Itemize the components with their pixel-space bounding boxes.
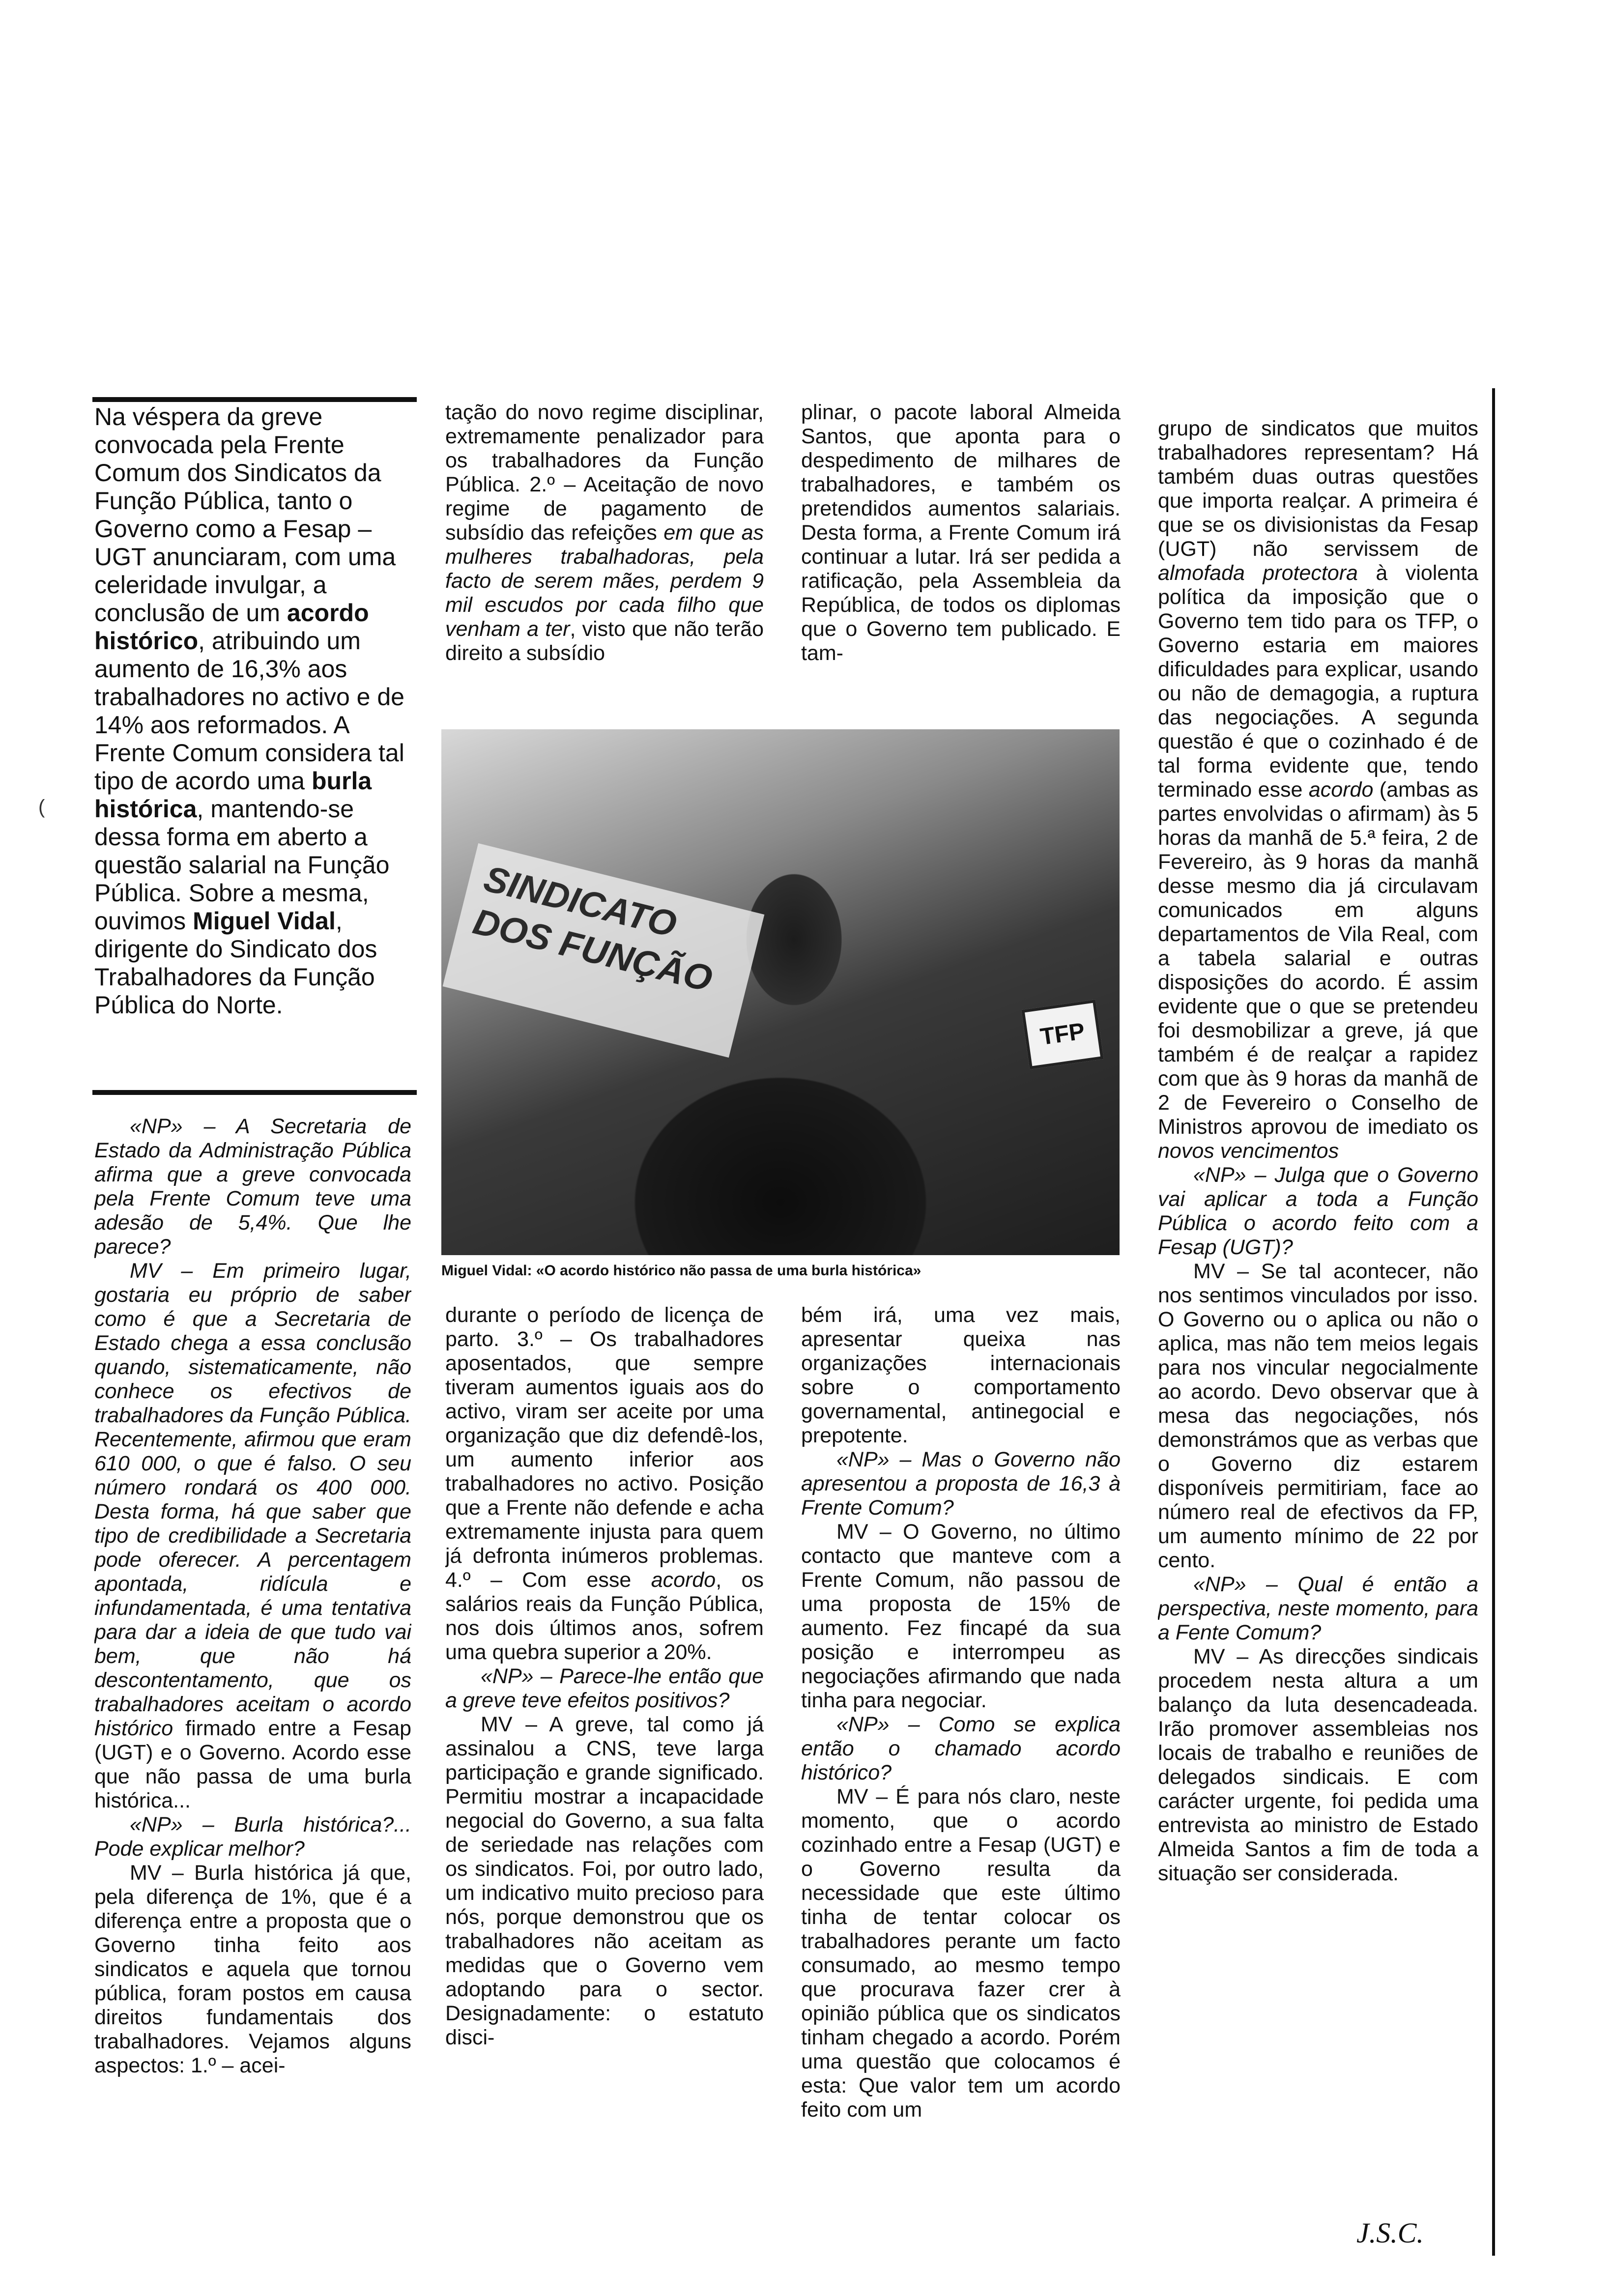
col3-answer-2: MV – É para nós claro, neste momento, que o acordo cozinhado entre a Fesap (UGT) e o Governo resulta da necessidade que este último tinha de tentar colocar os trabalhadores perante um facto consumado, ao mesmo tempo que procurava fazer crer à opinião pública que os sindicatos tinham chegado a acordo. Porém uma questão que colocamos é esta: Que valor tem um acordo feito com um — [801, 1785, 1121, 2122]
photo-tag: TFP — [1021, 1000, 1104, 1069]
column-2-bottom — [445, 1303, 764, 2227]
lead-bold-name: Miguel Vidal — [193, 907, 336, 935]
col1-answer-1-italic: MV – Em primeiro lugar, gostaria eu próprio de saber como é que a Secretaria de Estado chega a essa conclusão quando, sistematicamente, não conhece os efectivos de trabalhadores da Função Pública. Recentemente, afirmou que eram 610 000, o que é falso. O seu número rondará os 400 000. Desta forma, há que saber que tipo de credibilidade a Secretaria pode oferecer. A percentagem apontada, ridícula e infundamentada, é uma tentativa para dar a ideia de que tudo vai bem, que não há descontentamento, que os trabalhadores aceitam o acordo histórico — [94, 1259, 411, 1740]
interview-photo — [441, 729, 1120, 1255]
col3-bottom-paragraph: bém irá, uma vez mais, apresentar queixa nas organizações internacionais sobre o comportamento governamental, antinegocial e prepotente. — [801, 1303, 1121, 1447]
column-1 — [94, 1115, 411, 2225]
col2-bottom-text-2: , os salários reais da Função Pública, nos dois últimos anos, sofrem uma quebra superior a 20%. — [445, 1568, 764, 1664]
col2-bottom-italic: acordo — [651, 1568, 716, 1592]
lead-text-1: Na véspera da greve convocada pela Frente Comum dos Sindicatos da Função Pública, tanto o Governo como a Fesap – UGT anunciaram, com uma celeridade invulgar, a conclusão de um — [94, 403, 396, 627]
lead-bold-acordo: acordo histórico — [94, 599, 369, 655]
col1-question-2: «NP» – Burla histórica?... Pode explicar melhor? — [94, 1813, 411, 1861]
col4-italic-1: almofada protectora — [1158, 561, 1358, 585]
col1-answer-2: MV – Burla histórica já que, pela diferença de 1%, que é a diferença entre a proposta que o Governo tinha feito aos sindicatos e aquela que tornou pública, foram postos em causa direitos fundamentais dos trabalhadores. Vejamos alguns aspectos: 1.º – acei- — [94, 1861, 411, 2077]
col2-top-italic: em que as mulheres trabalhadoras, pela facto de serem mães, perdem 9 mil escudos por cada filho que venham a ter — [445, 521, 764, 641]
col1-answer-1-roman: firmado entre a Fesap (UGT) e o Governo. Acordo esse que não passa de uma burla histórica... — [94, 1717, 411, 1812]
lead-bottom-rule — [92, 1090, 417, 1095]
col4-paragraph-1 — [1158, 417, 1478, 1163]
author-signature: J.S.C. — [1356, 2217, 1424, 2249]
col1-answer-1 — [94, 1259, 411, 1813]
col3-question-2: «NP» – Como se explica então o chamado acordo histórico? — [801, 1713, 1121, 1784]
lead-text-4: , dirigente do Sindicato dos Trabalhadores da Função Pública do Norte. — [94, 907, 377, 1019]
col1-question-1: «NP» – A Secretaria de Estado da Administração Pública afirma que a greve convocada pela Frente Comum teve uma adesão de 5,4%. Que lhe parece? — [94, 1115, 411, 1259]
photo-caption: Miguel Vidal: «O acordo histórico não passa de uma burla histórica» — [441, 1263, 921, 1279]
column-3-bottom — [801, 1303, 1121, 2227]
margin-mark-left: ( — [38, 796, 45, 818]
column-3-top — [801, 401, 1121, 720]
photo-banner: SINDICATO DOS FUNÇÃO — [443, 843, 765, 1058]
right-vertical-rule — [1492, 388, 1495, 2256]
column-2-top — [445, 401, 764, 720]
column-4 — [1158, 417, 1478, 2215]
col2-top-paragraph — [445, 401, 764, 665]
col4-question-2: «NP» – Qual é então a perspectiva, neste momento, para a Fente Comum? — [1158, 1573, 1478, 1644]
lead-paragraph — [94, 403, 414, 1081]
col4-text-2: à violenta política da imposição que o Governo tem tido para os TFP, o Governo estaria em maiores dificuldades para explicar, usando ou não de demagogia, a ruptura das negociações. A segunda questão é que o cozinhado é de tal forma evidente que, tendo terminado esse — [1158, 561, 1478, 802]
col3-answer-1: MV – O Governo, no último contacto que manteve com a Frente Comum, não passou de uma proposta de 15% de aumento. Fez fincapé da sua posição e interrompeu as negociações afirmando que nada tinha para negociar. — [801, 1520, 1121, 1712]
lead-text-3: , mantendo-se dessa forma em aberto a questão salarial na Função Pública. Sobre a mesma, ouvimos — [94, 795, 390, 935]
col2-bottom-paragraph — [445, 1303, 764, 1665]
lead-bold-burla: burla histórica — [94, 767, 372, 823]
col4-text-1: grupo de sindicatos que muitos trabalhadores representam? Há também duas outras questões que importa realçar. A primeira é que se os divisionistas da Fesap (UGT) não servissem de — [1158, 417, 1478, 561]
col2-top-text-1: tação do novo regime disciplinar, extremamente penalizador para os trabalhadores da Função Pública. 2.º – Aceitação de novo regime de pagamento de subsídio das refeições — [445, 401, 764, 545]
lead-text-2: , atribuindo um aumento de 16,3% aos trabalhadores no activo e de 14% aos reformados. A Frente Comum considera tal tipo de acordo uma — [94, 627, 404, 795]
col2-answer-1: MV – A greve, tal como já assinalou a CNS, teve larga participação e grande significado. Permitiu mostrar a incapacidade negocial do Governo, a sua falta de seriedade nas relações com os sindicatos. Foi, por outro lado, um indicativo muito precioso para nós, porque demonstrou que os trabalhadores não aceitam as medidas que o Governo vem adoptando para o sector. Designadamente: o estatuto disci- — [445, 1713, 764, 2049]
col2-top-text-2: , visto que não terão direito a subsídio — [445, 617, 764, 665]
col4-question-1: «NP» – Julga que o Governo vai aplicar a toda a Função Pública o acordo feito com a Fesap (UGT)? — [1158, 1163, 1478, 1259]
col3-question-1: «NP» – Mas o Governo não apresentou a proposta de 16,3 à Frente Comum? — [801, 1448, 1121, 1520]
lead-top-rule — [92, 397, 417, 402]
col2-question-1: «NP» – Parece-lhe então que a greve teve efeitos positivos? — [445, 1665, 764, 1712]
col2-bottom-text-1: durante o período de licença de parto. 3.º – Os trabalhadores aposentados, que sempre tiveram aumentos iguais aos do activo, viram ser aceite por uma organização que diz defendê-los, um aumento inferior aos trabalhadores no activo. Posição que a Frente não defende e acha extremamente injusta para quem já defronta inúmeros problemas. 4.º – Com esse — [445, 1303, 764, 1592]
col4-text-3: (ambas as partes envolvidas o afirmam) às 5 horas da manhã de 5.ª feira, 2 de Fevereiro, às 9 horas da manhã desse mesmo dia já circulavam comunicados em alguns departamentos de Vila Real, com a tabela salarial e outras disposições do acordo. É assim evidente que o que se pretendeu foi desmobilizar a greve, já que também é de realçar a rapidez com que às 9 horas da manhã de 2 de Fevereiro o Conselho de Ministros aprovou de imediato os — [1158, 778, 1478, 1139]
col3-top-paragraph: plinar, o pacote laboral Almeida Santos, que aponta para o despedimento de milhares de trabalhadores, e também os pretendidos aumentos salariais. Desta forma, a Frente Comum irá continuar a lutar. Irá ser pedida a ratificação, pela Assembleia da República, de todos os diplomas que o Governo tem publicado. E tam- — [801, 401, 1121, 665]
col4-answer-2: MV – As direcções sindicais procedem nesta altura a um balanço da luta desencadeada. Irão promover assembleias nos locais de trabalho e reuniões de delegados sindicais. E com carácter urgente, foi pedida uma entrevista ao ministro de Estado Almeida Santos a fim de toda a situação ser considerada. — [1158, 1645, 1478, 1885]
col4-answer-1: MV – Se tal acontecer, não nos sentimos vinculados por isso. O Governo ou o aplica ou não o aplica, mas não tem meios legais para nos vincular negocialmente ao acordo. Devo observar que à mesa das negociações, nós demonstrámos que as verbas que o Governo diz estarem disponíveis permitiriam, face ao número real de efectivos da FP, um aumento mínimo de 22 por cento. — [1158, 1260, 1478, 1572]
col4-italic-3: novos vencimentos — [1158, 1139, 1339, 1163]
col4-italic-2: acordo — [1308, 778, 1374, 802]
